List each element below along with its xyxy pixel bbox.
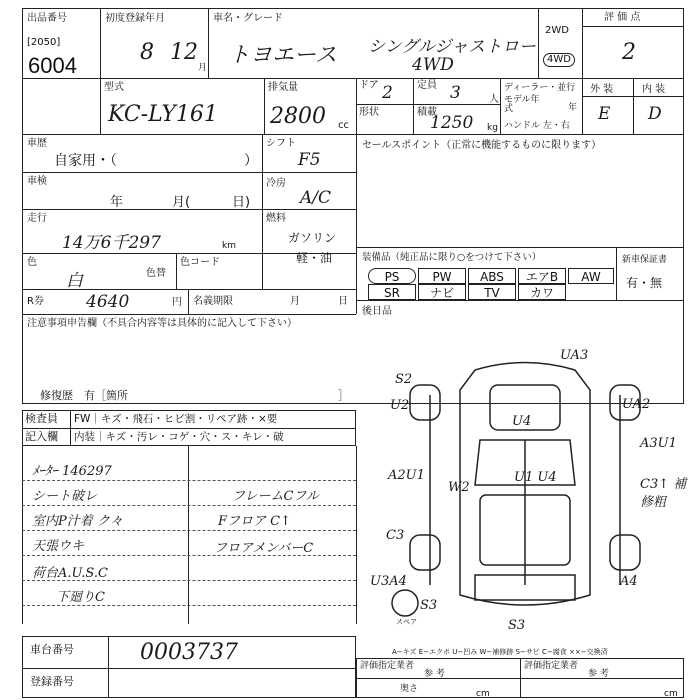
equip-navi: ナビ: [418, 284, 466, 300]
handle-label: ハンドル 左・右: [504, 121, 570, 131]
first-reg-label: 初度登録年月: [105, 13, 165, 24]
title-deadline-label: 名義期限: [193, 296, 233, 307]
interior-row: 内装｜キズ・汚レ・コゲ・穴・ス・キレ・破: [74, 431, 284, 443]
mark-u3a4: U3A4: [370, 574, 407, 589]
equip-aw: AW: [568, 268, 614, 284]
mark-ua2: UA2: [622, 397, 651, 412]
repair-label: 修復歴 有［箇所: [40, 389, 128, 402]
equip-tv: TV: [468, 284, 516, 300]
name-label: 車名・グレード: [213, 13, 283, 24]
note-interior-stain: 室内P汁着 ク々: [32, 514, 123, 529]
ref-label: 参 考: [424, 669, 445, 679]
rating-value: 2: [622, 40, 636, 65]
mark-u4-top: U4: [512, 414, 532, 429]
lot-label: 出品番号: [27, 13, 67, 24]
color-label: 色: [27, 257, 37, 268]
fuel-value: ガソリン: [288, 231, 337, 245]
car-name: トヨエース: [228, 43, 337, 68]
fuel-label: 燃料: [266, 213, 286, 224]
mark-w2: W2: [448, 480, 470, 495]
mark-c3-left: C3: [386, 528, 405, 543]
exterior-label: 外 装: [590, 84, 614, 95]
reg-number-label: 登録番号: [30, 675, 74, 688]
color-change-label: 色替: [146, 268, 166, 279]
mark-a4: A4: [620, 574, 638, 589]
cm-unit-2: cm: [664, 689, 678, 699]
mark-a3u1: A3U1: [640, 436, 677, 451]
mark-u2: U2: [390, 398, 410, 413]
note-underside: 下廻りC: [56, 590, 105, 605]
grade: シングルジャストロー: [368, 37, 536, 57]
month-unit: 月: [198, 63, 208, 73]
usage-label: 車歴: [27, 138, 47, 149]
inspection-month: 月(: [172, 195, 191, 210]
model-label: 型式: [104, 82, 124, 93]
assign-label-2: 評価指定業者: [524, 661, 579, 671]
assign-label: 評価指定業者: [360, 661, 415, 671]
drive: 4WD: [412, 55, 454, 75]
seats-value: 3: [450, 83, 461, 103]
note-ceiling: 天張ウキ: [32, 539, 85, 554]
title-month: 月: [290, 296, 300, 307]
notes-label: 注意事項申告欄（不具合内容等は具体的に記入して下さい）: [27, 318, 297, 329]
car-number-value: 0003737: [140, 640, 238, 665]
ac-value: A/C: [300, 188, 332, 208]
person-unit: 人: [489, 94, 499, 105]
inspection-day: 日): [232, 195, 251, 210]
warranty-label: 新車保証書: [622, 255, 668, 265]
mark-c3-right: C3↑ 補修粗: [640, 477, 687, 510]
yen-unit: 円: [172, 297, 182, 308]
dealer-label: ディーラー・並行: [504, 83, 576, 93]
color-code-label: 色コード: [180, 257, 220, 268]
kg-unit: kg: [487, 123, 498, 133]
sales-point-label: セールスポイント（正常に機能するものに限ります）: [362, 140, 602, 151]
usage-value: 自家用・（: [54, 153, 117, 169]
km-unit: km: [222, 241, 236, 251]
shift-label: シフト: [266, 138, 296, 149]
year-unit: 年: [568, 103, 578, 113]
first-reg-year: 8: [140, 40, 154, 65]
equipment-label: 装備品（純正品に限り○をつけて下さい）: [362, 252, 542, 263]
model-year-label: モデル年式: [504, 95, 540, 114]
model-value: KC-LY161: [108, 102, 218, 127]
equip-airbag: エアB: [518, 268, 566, 284]
legend-text: A−キズ E−エクボ U−凹み W−補修跡 S−サビ C−腐食 ××−交換済: [392, 648, 608, 656]
equip-ps: PS: [368, 268, 416, 284]
damage-diagram: [380, 345, 670, 635]
equip-leather: カワ: [518, 284, 566, 300]
fuel-alt: 軽・油: [296, 251, 333, 265]
rating-label: 評 価 点: [604, 12, 641, 23]
rear-items-label: 後日品: [362, 306, 392, 317]
entry-label: 記入欄: [25, 430, 58, 443]
mark-s2: S2: [395, 372, 413, 387]
drive-2wd-label: 2WD: [545, 25, 569, 36]
color-value: 白: [66, 271, 83, 291]
title-day: 日: [338, 296, 348, 307]
shape-label: 形状: [359, 107, 379, 118]
doors-label: ドア: [359, 80, 379, 91]
mark-s3-left: S3: [420, 598, 438, 613]
seats-label: 定員: [417, 80, 437, 91]
mark-ua3: UA3: [560, 348, 589, 363]
exterior-grade: E: [598, 104, 611, 124]
displacement-value: 2800: [270, 104, 326, 129]
interior-label: 内 装: [642, 84, 666, 95]
cc-unit: cc: [338, 120, 349, 131]
note-floor-member: フロアメンバーC: [214, 541, 314, 556]
mileage-value: 14万6千297: [62, 233, 161, 253]
displacement-label: 排気量: [268, 82, 298, 93]
note-bed: 荷台A.U.S.C: [32, 566, 108, 581]
doors-value: 2: [382, 83, 393, 103]
equip-abs: ABS: [468, 268, 516, 284]
mark-a2u1: A2U1: [388, 468, 425, 483]
note-frame: フレームCフル: [232, 489, 319, 504]
equip-sr: SR: [368, 284, 416, 300]
inspector-label: 検査員: [25, 412, 58, 425]
lot-sub: [2050]: [27, 37, 61, 48]
note-seat: シート破レ: [32, 489, 98, 504]
drive-4wd-label: 4WD: [543, 53, 575, 67]
load-value: 1250: [430, 113, 474, 133]
load-label: 積載: [417, 107, 437, 118]
lot-number: 6004: [28, 53, 77, 78]
usage-close: ）: [244, 153, 258, 169]
repair-close: ］: [338, 389, 349, 402]
spare-label: スペア: [396, 618, 417, 626]
ref-label-2: 参 考: [588, 669, 609, 679]
inspection-label: 車検: [27, 176, 47, 187]
recycle-value: 4640: [86, 292, 130, 312]
interior-grade: D: [648, 104, 662, 124]
mark-s3-bottom: S3: [508, 618, 526, 633]
mark-u1u4: U1 U4: [514, 470, 557, 485]
note-meter: ﾒｰﾀｰ 146297: [32, 464, 112, 479]
inspection-year: 年: [110, 195, 124, 210]
fw-row: FW｜キズ・飛石・ヒビ割・リペア跡・×要: [74, 413, 278, 425]
ac-label: 冷房: [266, 178, 286, 189]
equip-pw: PW: [418, 268, 466, 284]
cm-unit: cm: [476, 689, 490, 699]
width-label: 奥さ: [400, 684, 419, 694]
recycle-label: R券: [27, 296, 44, 307]
car-number-label: 車台番号: [30, 643, 74, 656]
first-reg-month: 12: [170, 40, 198, 65]
shift-value: F5: [298, 150, 321, 170]
note-floor: Fフロア C↑: [218, 514, 291, 529]
warranty-value: 有・無: [626, 276, 663, 290]
mileage-label: 走行: [27, 213, 47, 224]
